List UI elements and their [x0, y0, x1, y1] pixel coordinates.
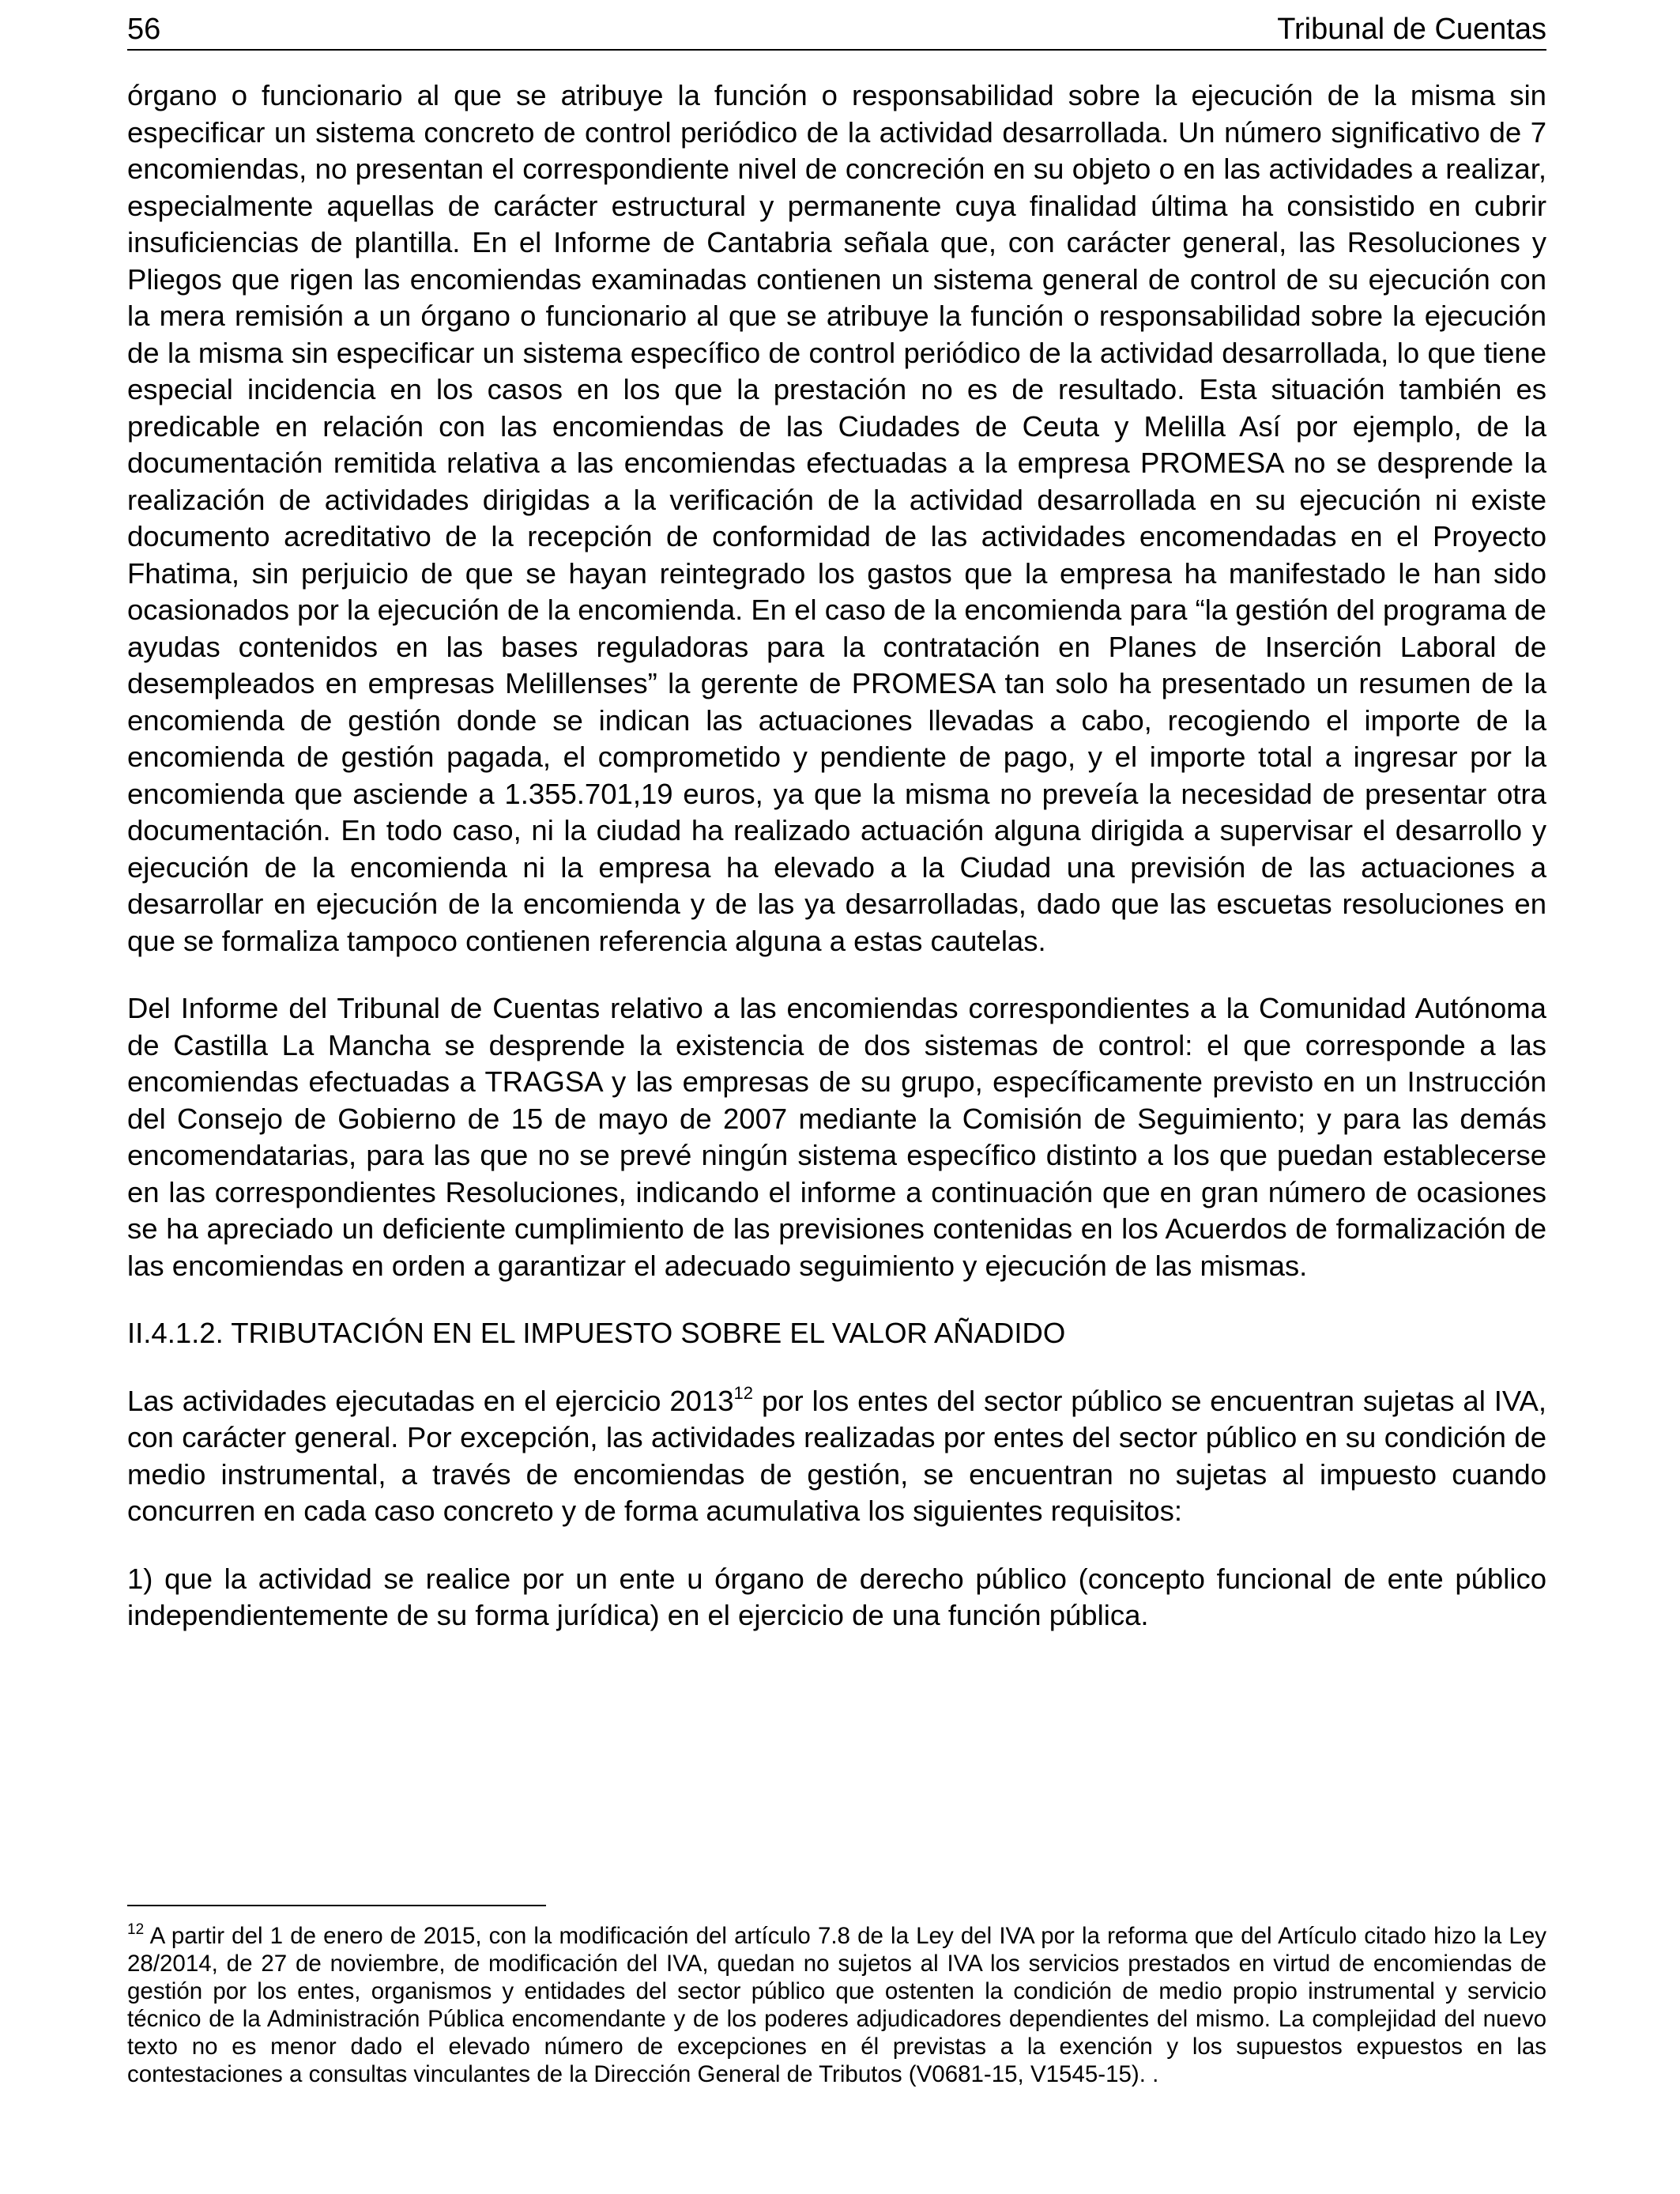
document-body	[127, 77, 1546, 1665]
page-header	[127, 11, 1546, 51]
paragraph-control-encomiendas: órgano o funcionario al que se atribuye la función o responsabilidad sobre la ejecución de la misma sin especificar un sistema concreto de control periódico de la actividad desarrollada. Un número significativo de 7 encomiendas, no presentan el correspondiente nivel de concreción en su objeto o en las actividades a realizar, especialmente aquellas de carácter estructural y permanente cuya finalidad última ha consistido en cubrir insuficiencias de plantilla. En el Informe de Cantabria señala que, con carácter general, las Resoluciones y Pliegos que rigen las encomiendas examinadas contienen un sistema general de control de su ejecución con la mera remisión a un órgano o funcionario al que se atribuye la función o responsabilidad sobre la ejecución de la misma sin especificar un sistema específico de control periódico de la actividad desarrollada, lo que tiene especial incidencia en los casos en los que la prestación no es de resultado. Esta situación también es predicable en relación con las encomiendas de las Ciudades de Ceuta y Melilla Así por ejemplo, de la documentación remitida relativa a las encomiendas efectuadas a la empresa PROMESA no se desprende la realización de actividades dirigidas a la verificación de la actividad desarrollada en su ejecución ni existe documento acreditativo de la recepción de conformidad de las actividades encomendadas en el Proyecto Fhatima, sin perjuicio de que se hayan reintegrado los gastos que la empresa ha manifestado le han sido ocasionados por la ejecución de la encomienda. En el caso de la encomienda para “la gestión del programa de ayudas contenidos en las bases reguladoras para la contratación en Planes de Inserción Laboral de desempleados en empresas Melillenses” la gerente de PROMESA tan solo ha presentado un resumen de la encomienda de gestión donde se indican las actuaciones llevadas a cabo, recogiendo el importe de la encomienda de gestión pagada, el comprometido y pendiente de pago, y el importe total a ingresar por la encomienda que asciende a 1.355.701,19 euros, ya que la misma no preveía la necesidad de presentar otra documentación. En todo caso, ni la ciudad ha realizado actuación alguna dirigida a supervisar el desarrollo y ejecución de la encomienda ni la empresa ha elevado a la Ciudad una previsión de las actuaciones a desarrollar en ejecución de la encomienda y de las ya desarrolladas, dado que las escuetas resoluciones en que se formaliza tampoco contienen referencia alguna a estas cautelas.	[127, 79, 1546, 957]
footnote-reference[interactable]: 12	[733, 1382, 754, 1403]
section-heading: II.4.1.2. TRIBUTACIÓN EN EL IMPUESTO SOBRE EL VALOR AÑADIDO	[127, 1317, 1066, 1349]
paragraph-iva-end: por los entes del sector público se encuentran sujetas al IVA, con carácter general. Por excepción, las actividades realizadas por entes del sector público en su condición de medio instrumental, a través de encomiendas de gestión, se encuentran no sujetas al impuesto cuando concurren en cada caso concreto y de forma acumulativa los siguientes requisitos:	[127, 1384, 1546, 1527]
footnote-text: A partir del 1 de enero de 2015, con la modificación del artículo 7.8 de la Ley del IVA por la reforma que del Artículo citado hizo la Ley 28/2014, de 27 de noviembre, de modificación del IVA, quedan no sujetos al IVA los servicios prestados en virtud de encomiendas de gestión por los entes, organismos y entidades del sector público que ostenten la condición de medio propio instrumental y servicio técnico de la Administración Pública encomendante y de los poderes adjudicadores dependientes del mismo. La complejidad del nuevo texto no es menor dado el elevado número de excepciones en él previstas a la exención y los supuestos expuestos en las contestaciones a consultas vinculantes de la Dirección General de Tributos (V0681-15, V1545-15). .	[127, 1923, 1546, 2087]
footnote-divider	[127, 1905, 546, 1906]
footnote	[127, 1922, 1546, 2088]
requirement-1: 1) que la actividad se realice por un ente u órgano de derecho público (concepto funcional de ente público independientemente de su forma jurídica) en el ejercicio de una función pública.	[127, 1562, 1546, 1631]
paragraph-iva	[127, 1383, 1546, 1530]
footnote-number: 12	[127, 1921, 145, 1938]
paragraph-castilla-la-mancha: Del Informe del Tribunal de Cuentas relativo a las encomiendas correspondientes a la Comunidad Autónoma de Castilla La Mancha se desprende la existencia de dos sistemas de control: el que corresponde a las encomiendas efectuadas a TRAGSA y las empresas de su grupo, específicamente previsto en un Instrucción del Consejo de Gobierno de 15 de mayo de 2007 mediante la Comisión de Seguimiento; y para las demás encomendatarias, para las que no se prevé ningún sistema específico distinto a los que puedan establecerse en las correspondientes Resoluciones, indicando el informe a continuación que en gran número de ocasiones se ha apreciado un deficiente cumplimiento de las previsiones contenidas en los Acuerdos de formalización de las encomiendas en orden a garantizar el adecuado seguimiento y ejecución de las mismas.	[127, 992, 1546, 1282]
document-page	[127, 0, 1546, 2194]
paragraph-iva-start: Las actividades ejecutadas en el ejercicio 2013	[127, 1384, 734, 1417]
page-number: 56	[127, 13, 161, 46]
header-title: Tribunal de Cuentas	[1277, 13, 1546, 46]
